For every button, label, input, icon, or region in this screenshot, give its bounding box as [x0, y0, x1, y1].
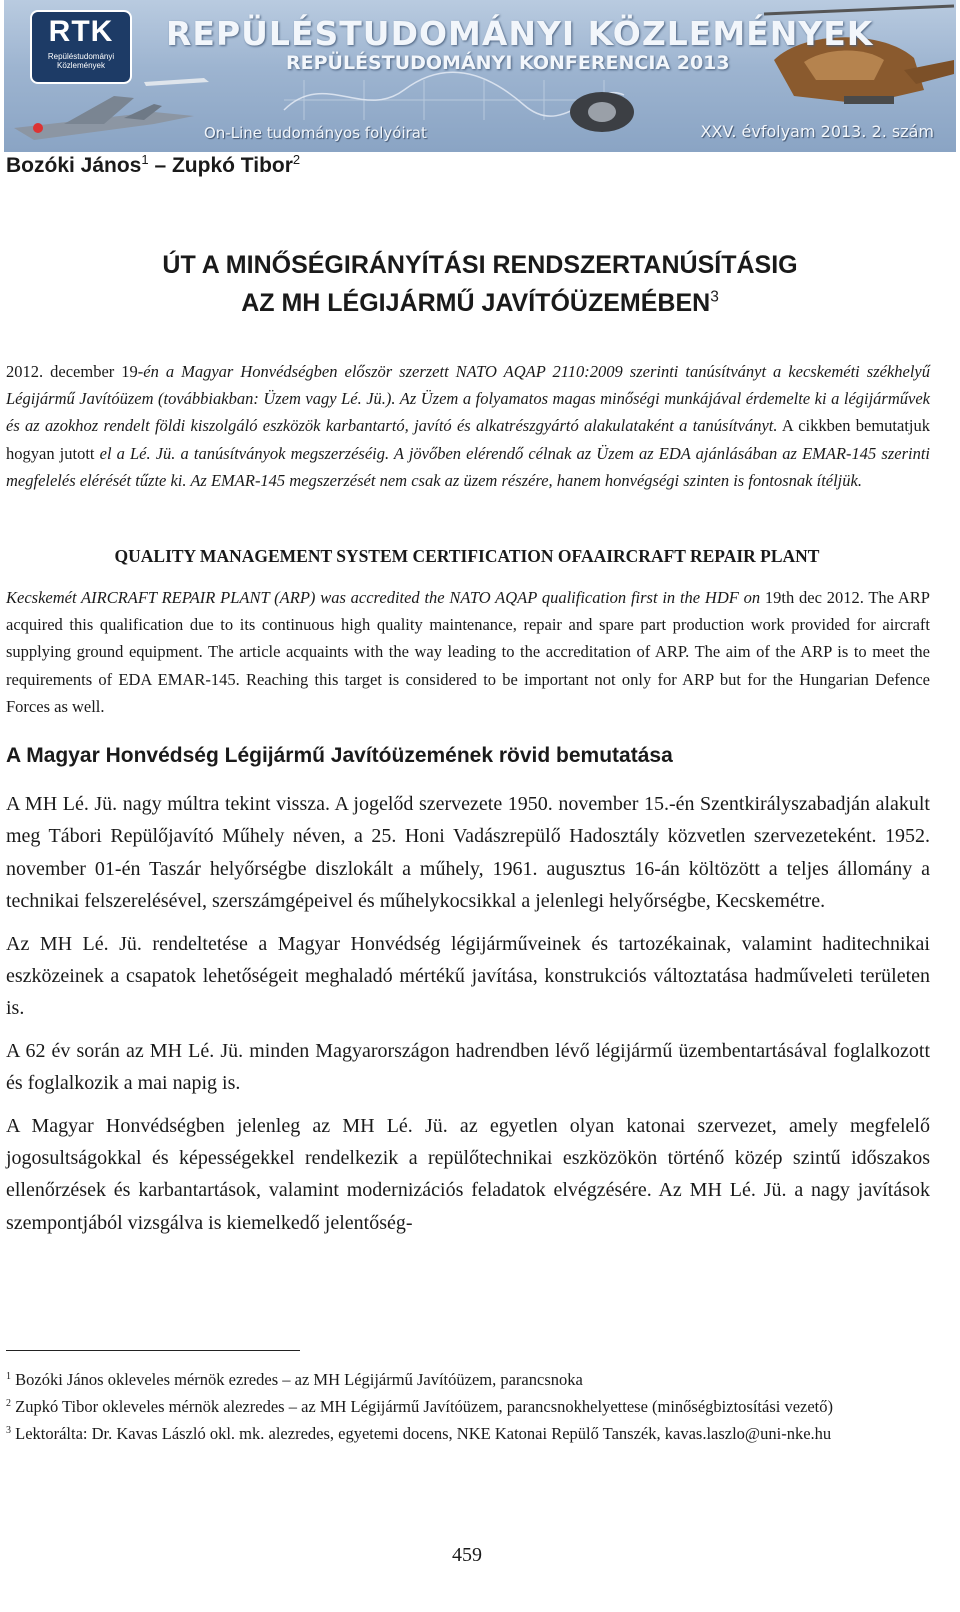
- abstract-text: én a Magyar Honvédségben először szerzett NATO AQAP 2110:2009 szerinti tanúsítványt a kecskeméti székhelyű Légijármű Javítóüzem (továbbiakban: Üzem vagy Lé. Jü.). Az Üzem a folyamatos magas minőségi munkájával érdemelte ki a légijárművek és az azokhoz rendelt földi kiszolgáló eszközök karbantartó, javító és alkatrészgyártó alakulataként a tanúsítványt.: [6, 362, 930, 436]
- conference-title: REPÜLÉSTUDOMÁNYI KONFERENCIA 2013: [286, 52, 730, 74]
- abstract-english-italic: Kecskemét AIRCRAFT REPAIR PLANT (ARP) was accredited the NATO AQAP qualification first in the HDF on: [6, 588, 761, 607]
- author-separator: –: [148, 154, 172, 177]
- footnote-divider: [6, 1350, 300, 1351]
- footnote-text: Bozóki János okleveles mérnök ezredes – az MH Légijármű Javítóüzem, parancsnoka: [15, 1370, 583, 1389]
- footnote: [6, 1393, 930, 1420]
- footnote-number: 2: [6, 1398, 11, 1409]
- footnote-ref[interactable]: 2: [292, 152, 301, 167]
- paper-title-line: [0, 284, 960, 322]
- footnote-text: Lektorálta: Dr. Kavas László okl. mk. alezredes, egyetemi docens, NKE Katonai Repülő Tanszék, kavas.laszlo@uni-nke.hu: [15, 1424, 832, 1443]
- footnote-number: 3: [6, 1425, 11, 1436]
- footnote: [6, 1366, 930, 1393]
- journal-title: REPÜLÉSTUDOMÁNYI KÖZLEMÉNYEK: [166, 14, 874, 53]
- abstract-date: 2012. december 19-: [6, 362, 144, 381]
- author-name: Zupkó Tibor: [171, 154, 293, 177]
- page-number: 459: [452, 1544, 482, 1566]
- abstract-text: el a Lé. Jü. a tanúsítványok megszerzéséig. A jövőben elérendő célnak az Üzem az EDA ajánlásában az EMAR-145 szerinti megfelelés elérését tűzte ki. Az EMAR-145 megszerzését nem csak az üzem részére, hanem honvégségi szinten is fontosnak ítéljük.: [6, 443, 930, 490]
- paper-title-line: ÚT A MINŐSÉGIRÁNYÍTÁSI RENDSZERTANÚSÍTÁSIG: [162, 251, 798, 279]
- body-text: [6, 788, 930, 1249]
- journal-banner: [4, 0, 956, 152]
- abstract-english: [6, 584, 930, 720]
- author-line: [6, 154, 300, 178]
- logo-mark: RTK: [48, 15, 114, 48]
- abstract-english-text: 19th dec 2012. The ARP acquired this qualification due to its continuous high quality maintenance, repair and spare part production work provided for aircraft supplying ground equipment. The article acquaints with the way leading to the accreditation of ARP. The aim of the ARP is to meet the requirements of EDA EMAR-145. Reaching this target is considered to be important not only for ARP but for the Hungarian Defence Forces as well.: [6, 588, 930, 716]
- journal-logo: [30, 10, 132, 84]
- engine-illustration: [570, 92, 634, 132]
- logo-subtitle: Repüléstudományi Közlemények: [47, 52, 115, 70]
- footnote-number: 1: [6, 1371, 11, 1382]
- body-paragraph: Az MH Lé. Jü. rendeltetése a Magyar Honvédség légijárműveinek és tartozékainak, valamint haditechnikai eszközeinek a csapatok lehetőségeit meghaladó mértékű javítása, konstrukciós változtatása hadműveleti területen is.: [6, 932, 930, 1020]
- body-paragraph: A MH Lé. Jü. nagy múltra tekint vissza. A jogelőd szervezete 1950. november 15.-én Szentkirályszabadján alakult meg Tábori Repülőjavító Műhely néven, a 25. Honi Vadászrepülő Hadosztály közvetlen szervezeteként. 1952. november 01-én Taszár helyőrségbe diszlokált a műhely, 1961. augusztus 16-án költözött a teljes állomány a technikai felszerelésével, szerszámgépeivel és műhelykocsikkal a jelenlegi helyőrségbe, Kecskemétre.: [6, 793, 930, 913]
- journal-tagline: On-Line tudományos folyóirat: [204, 124, 427, 142]
- body-paragraph: A Magyar Honvédségben jelenleg az MH Lé. Jü. az egyetlen olyan katonai szervezet, amely megfelelő jogosultságokkal és képességekkel rendelkezik a repülőtechnikai eszközökön történő közép szintű időszakos ellenőrzések és karbantartások, valamint modernizációs feladatok elvégzésére. Az MH Lé. Jü. a nagy javítások szempontjából vizsgálva is kiemelkedő jelentőség-: [6, 1114, 930, 1234]
- author-name: Bozóki János: [6, 154, 142, 177]
- paper-title-text: AZ MH LÉGIJÁRMŰ JAVÍTÓÜZEMÉBEN: [241, 289, 711, 317]
- footnote-text: Zupkó Tibor okleveles mérnök alezredes – az MH Légijármű Javítóüzem, parancsnokhelyettese (minőségbiztosítási vezető): [15, 1397, 834, 1416]
- abstract-text-upright: A cikkben bemutatjuk hogyan jutott: [6, 416, 931, 463]
- footnotes: [6, 1366, 930, 1447]
- jet-aircraft-illustration: [14, 78, 209, 140]
- footnote: [6, 1420, 930, 1447]
- abstract-hungarian: [6, 358, 930, 494]
- paper-title: [0, 246, 960, 322]
- body-paragraph: A 62 év során az MH Lé. Jü. minden Magyarországon hadrendben lévő légijármű üzembentartásával foglalkozott és foglalkozik a mai napig is.: [6, 1039, 930, 1095]
- footnote-ref[interactable]: 3: [710, 288, 719, 306]
- footnote-ref[interactable]: 1: [141, 152, 149, 167]
- english-title: QUALITY MANAGEMENT SYSTEM CERTIFICATION OFAAIRCRAFT REPAIR PLANT: [114, 546, 820, 566]
- section-heading: A Magyar Honvédség Légijármű Javítóüzemének rövid bemutatása: [6, 744, 673, 767]
- journal-volume: XXV. évfolyam 2013. 2. szám: [700, 122, 934, 141]
